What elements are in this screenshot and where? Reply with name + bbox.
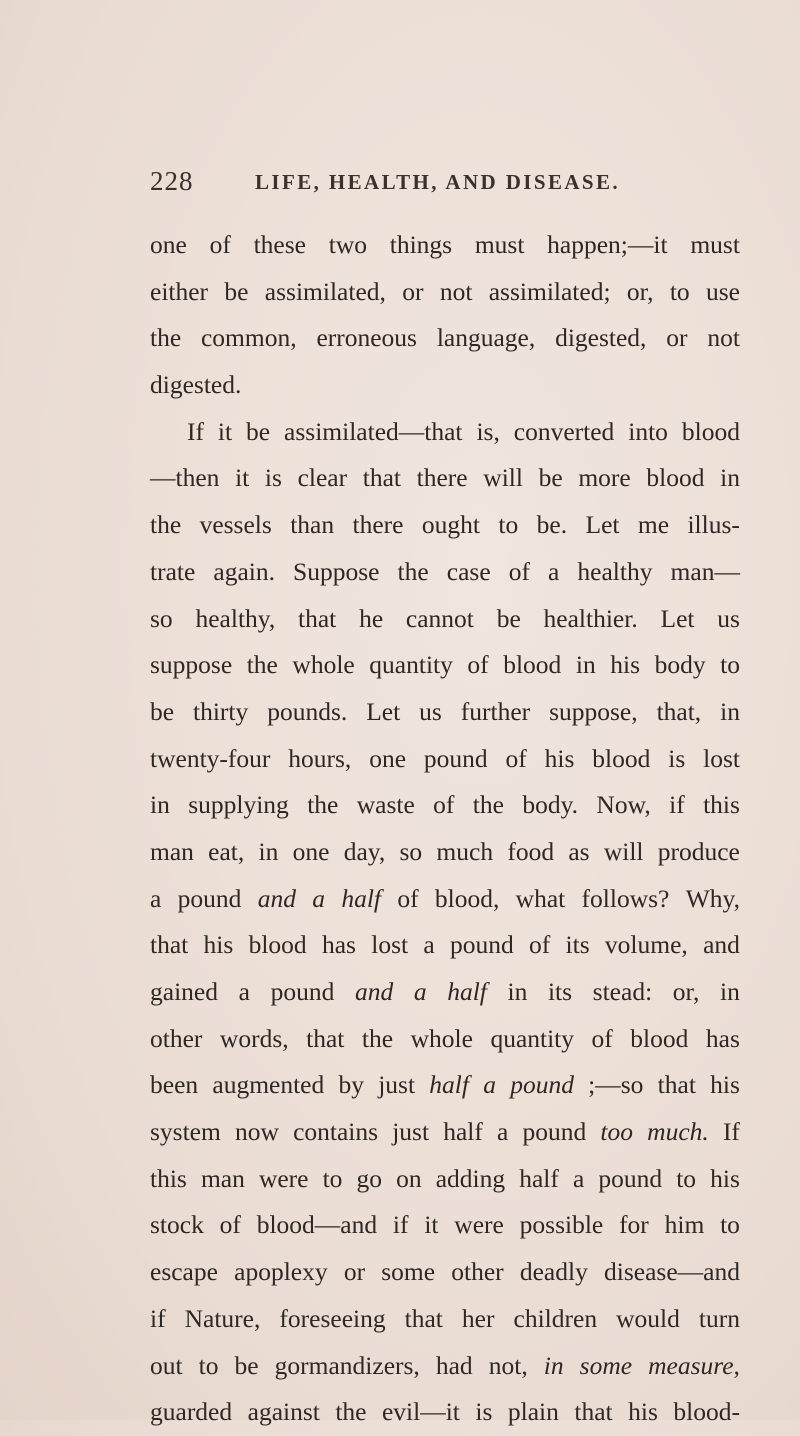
word: his (628, 1397, 658, 1427)
word: that, (656, 696, 702, 726)
word: system (150, 1117, 221, 1147)
word: the (335, 1397, 367, 1427)
word: and (257, 883, 296, 913)
word: supplying (188, 790, 289, 820)
word: will (603, 836, 644, 866)
word: be (246, 416, 271, 446)
word: some (381, 1257, 436, 1287)
word: adding (435, 1163, 506, 1193)
word: these (253, 230, 306, 259)
word: us (419, 696, 442, 726)
word: use (705, 276, 740, 306)
word: to (322, 1163, 343, 1193)
word: turn (698, 1303, 740, 1333)
word: man (150, 836, 194, 866)
word: ought (421, 510, 480, 540)
word: blood (630, 1023, 689, 1053)
word: further (460, 696, 531, 726)
text-line (150, 1389, 740, 1436)
text-line (150, 1202, 740, 1249)
word: food (507, 836, 555, 866)
word: to (720, 650, 740, 680)
word: were (454, 1210, 504, 1240)
word: or (666, 323, 688, 353)
text-line (150, 1109, 740, 1156)
word: blood (681, 416, 740, 446)
word: blood—and (256, 1210, 378, 1240)
word: to (498, 510, 519, 540)
word: a (572, 1163, 585, 1193)
word: he (359, 603, 384, 633)
word: there (416, 463, 468, 493)
word: its (547, 977, 573, 1006)
word: if (150, 1303, 166, 1333)
text-line (150, 409, 740, 456)
word: Let (585, 510, 620, 540)
word: much (436, 836, 494, 866)
word: is (475, 1397, 493, 1427)
word: her (461, 1303, 495, 1333)
word: cannot (405, 603, 474, 633)
word: of (433, 790, 455, 820)
word: that (298, 603, 337, 633)
word: this (150, 1163, 187, 1193)
word: much. (647, 1117, 709, 1147)
word: is (264, 463, 282, 493)
word: more (578, 463, 631, 493)
word: the (150, 323, 182, 353)
text-line (150, 736, 740, 783)
word: be (538, 463, 563, 493)
word: guarded (150, 1397, 233, 1427)
text-line (150, 969, 740, 1016)
word: has (705, 1023, 740, 1053)
word: us (717, 603, 740, 633)
word: produce (657, 836, 740, 866)
word: some (579, 1350, 633, 1380)
text-line (150, 549, 740, 596)
word: day, (343, 836, 386, 866)
text-line (150, 269, 740, 316)
word: augmented (212, 1070, 325, 1100)
word: now (235, 1117, 279, 1147)
word: in (720, 696, 740, 726)
word: of (508, 556, 530, 586)
word: Now, (596, 790, 651, 820)
word: a (497, 1117, 509, 1147)
word: Let (366, 696, 401, 726)
word: ;—so (588, 1070, 644, 1100)
word: children (513, 1303, 598, 1333)
word: that (574, 1397, 613, 1427)
text-line (150, 222, 740, 269)
word: of (505, 743, 527, 773)
word: other (451, 1257, 504, 1287)
text-line (150, 502, 740, 549)
word: pound (423, 743, 488, 773)
text-line (150, 596, 740, 643)
text-line (150, 642, 740, 689)
word: into (628, 416, 668, 446)
word: of (397, 883, 419, 913)
word: either (150, 276, 209, 306)
text-line (150, 689, 740, 736)
word: of (591, 1023, 613, 1053)
word: a (548, 556, 560, 586)
word: the (246, 650, 278, 680)
word: clear (297, 463, 348, 493)
word: go (356, 1163, 383, 1193)
word: just (378, 1070, 416, 1100)
word: a (423, 930, 435, 960)
word: his (610, 650, 641, 680)
word: vessels (199, 510, 272, 540)
word: as (568, 836, 590, 866)
word: a (312, 883, 326, 913)
word: assimilated, (264, 276, 386, 306)
word: be (224, 276, 249, 306)
word: illus- (687, 510, 740, 540)
word: in (720, 977, 740, 1006)
word: evil—it (381, 1397, 460, 1427)
word: it (235, 463, 250, 493)
word: too (600, 1117, 634, 1147)
word: other (150, 1023, 203, 1053)
text-line (150, 315, 740, 362)
text-line (150, 362, 740, 409)
word: trate (150, 556, 196, 586)
word: to (720, 1210, 740, 1240)
word: suppose, (549, 696, 638, 726)
word: that (657, 1070, 696, 1100)
word: erroneous (316, 323, 417, 353)
word: it (217, 416, 233, 446)
word: his (710, 1070, 740, 1100)
word: pound (177, 883, 242, 913)
word: of (209, 230, 231, 259)
word: lost (371, 930, 409, 960)
text-line (150, 876, 740, 923)
word: twenty-four (150, 743, 271, 773)
word: to (198, 1350, 219, 1380)
running-head (150, 166, 750, 206)
word: in (720, 463, 740, 493)
word: half (519, 1163, 559, 1193)
word: a (413, 977, 427, 1006)
word: not (707, 323, 740, 353)
word: contains (293, 1117, 379, 1147)
text-line (150, 1296, 740, 1343)
word: there (352, 510, 404, 540)
word: of (219, 1210, 241, 1240)
word: eat, (208, 836, 245, 866)
word: in (543, 1350, 564, 1380)
word: that (306, 1023, 345, 1053)
word: would (616, 1303, 680, 1333)
word: his (203, 930, 234, 960)
word: blood- (673, 1397, 740, 1427)
word: be (496, 603, 521, 633)
word: assimilated; (488, 276, 611, 306)
word: pound (522, 1117, 587, 1147)
word: so (399, 836, 423, 866)
word: man— (670, 556, 740, 586)
word: foreseeing (279, 1303, 386, 1333)
word: half (341, 883, 381, 913)
word: has (321, 930, 356, 960)
body-text (150, 222, 740, 1436)
word: assimilated—that (284, 416, 463, 446)
word: suppose (150, 650, 233, 680)
word: converted (513, 416, 615, 446)
word: pound (449, 930, 514, 960)
word: the (150, 510, 182, 540)
word: plain (507, 1397, 559, 1427)
word: must (690, 230, 740, 259)
word: healthier. (543, 603, 638, 633)
word: what (515, 883, 566, 913)
word: one (292, 836, 330, 866)
word: and (354, 977, 394, 1006)
word: happen;—it (547, 230, 668, 259)
word: in (150, 790, 170, 820)
word: common, (200, 323, 297, 353)
text-line (150, 1343, 740, 1390)
word: gormandizers, (274, 1350, 420, 1380)
word: —then (150, 463, 220, 493)
word: or (343, 1257, 366, 1287)
word: the (397, 556, 429, 586)
word: of (467, 650, 489, 680)
word: healthy (577, 556, 653, 586)
text-line (150, 1249, 740, 1296)
word: pound (270, 977, 335, 1006)
word: the (472, 790, 504, 820)
word: things (389, 230, 453, 259)
text-line (150, 455, 740, 502)
word: in (507, 977, 528, 1006)
word: two (328, 230, 367, 259)
word: pounds. (267, 696, 348, 726)
word: half (447, 977, 487, 1006)
word: man (200, 1163, 245, 1193)
word: not, (488, 1350, 528, 1380)
word: thirty (193, 696, 249, 726)
word: Why, (685, 883, 740, 913)
word: that (150, 930, 189, 960)
page-number: 228 (150, 166, 194, 196)
word: in (258, 836, 279, 866)
word: and (703, 930, 740, 960)
word: the (361, 1023, 394, 1053)
word: a (150, 883, 162, 913)
word: If (722, 1117, 740, 1147)
word: lost (703, 743, 740, 773)
word: or, (626, 276, 654, 306)
word: whole (410, 1023, 473, 1053)
text-line (150, 782, 740, 829)
word: one (150, 230, 187, 259)
word: or (402, 276, 424, 306)
word: pound (510, 1070, 574, 1100)
word: the (307, 790, 339, 820)
word: blood (248, 930, 307, 960)
word: of (529, 930, 551, 960)
word: his (544, 743, 575, 773)
word: gained (150, 977, 218, 1006)
word: this (703, 790, 740, 820)
word: be. (536, 510, 568, 540)
word: for (619, 1210, 649, 1240)
word: its (565, 930, 590, 960)
word: case (446, 556, 491, 586)
word: Suppose (293, 556, 380, 586)
word: so (150, 603, 173, 633)
word: whole (292, 650, 355, 680)
word: digested, (555, 323, 647, 353)
word: him (664, 1210, 705, 1240)
word: If (187, 416, 204, 446)
word: will (483, 463, 523, 493)
text-line (150, 1062, 740, 1109)
word: to (669, 276, 690, 306)
word: be (150, 696, 175, 726)
word: volume, (604, 930, 688, 960)
word: had (435, 1350, 473, 1380)
word: in (575, 650, 596, 680)
running-title: LIFE, HEALTH, AND DISEASE. (255, 170, 621, 194)
word: hours, (288, 743, 352, 773)
text-line (150, 1016, 740, 1063)
word: out (150, 1350, 183, 1380)
word: a (483, 1070, 496, 1100)
word: blood (503, 650, 562, 680)
word: if (669, 790, 685, 820)
word: quantity (369, 650, 453, 680)
word: against (247, 1397, 320, 1427)
word: language, (436, 323, 536, 353)
word: disease—and (604, 1257, 740, 1287)
text-line (150, 922, 740, 969)
word: escape (150, 1257, 218, 1287)
word: one (369, 743, 407, 773)
word: stock (150, 1210, 204, 1240)
word: apoplexy (234, 1257, 328, 1287)
word: it (424, 1210, 439, 1240)
word: were (258, 1163, 309, 1193)
word: again. (213, 556, 275, 586)
word: just (392, 1117, 430, 1147)
word: words, (219, 1023, 289, 1053)
word: if (392, 1210, 409, 1240)
word: been (150, 1070, 199, 1100)
word: follows? (581, 883, 670, 913)
word: body. (522, 790, 579, 820)
word: blood (646, 463, 705, 493)
word: blood (592, 743, 651, 773)
word: not (439, 276, 473, 306)
word: half (443, 1117, 483, 1147)
word: possible (519, 1210, 604, 1240)
word: by (338, 1070, 364, 1100)
word: that (362, 463, 401, 493)
word: than (290, 510, 335, 540)
word: pound (598, 1163, 663, 1193)
word: or, (672, 977, 700, 1006)
text-line (150, 829, 740, 876)
word: me (637, 510, 670, 540)
word: Nature, (184, 1303, 261, 1333)
word: measure, (648, 1350, 740, 1380)
word: is (668, 743, 686, 773)
text-line (150, 1156, 740, 1203)
word: be (234, 1350, 259, 1380)
word: to (676, 1163, 697, 1193)
word: body (654, 650, 706, 680)
word: his (710, 1163, 740, 1193)
word: deadly (519, 1257, 588, 1287)
word: a (238, 977, 250, 1006)
word: stead: (592, 977, 653, 1006)
word: Let (660, 603, 695, 633)
word: that (404, 1303, 443, 1333)
word: on (396, 1163, 422, 1193)
word: is, (476, 416, 500, 446)
word: half (429, 1070, 469, 1100)
word: digested. (150, 370, 242, 400)
word: healthy, (195, 603, 276, 633)
word: waste (356, 790, 415, 820)
word: blood, (434, 883, 500, 913)
word: quantity (490, 1023, 575, 1053)
word: must (474, 230, 525, 259)
